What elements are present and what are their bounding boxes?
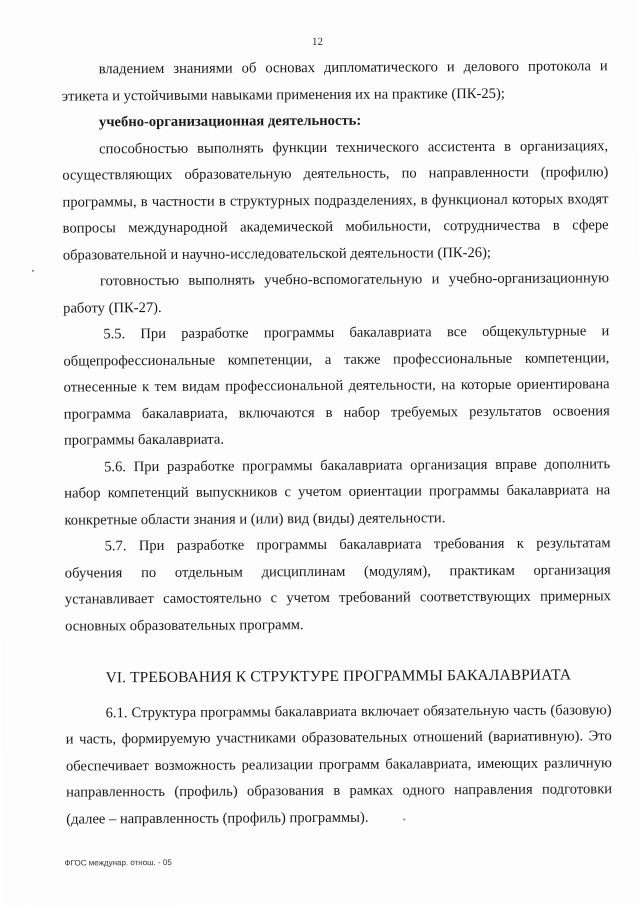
paragraph-pk26: способностью выполнять функции технического ассистента в организациях, осуществляющих образовательную деятельность, по направленности (профилю) программы, в частности в структурных подразделениях, в функционал которых входят вопросы международной академической мобильности, сотрудничества в сфере образовательной и научно-исследовательской деятельности (ПК-26); bbox=[62, 137, 609, 264]
clause-5-6: 5.6. При разработке программы бакалавриата организация вправе дополнить набор компетенций выпускников с учетом ориентации программы бакалавриата на конкретные области знания и (или) вид (виды) деятельности. bbox=[64, 455, 611, 529]
paragraph-pk27: готовностью выполнять учебно-вспомогательную и учебно-организационную работу (ПК-27). bbox=[63, 270, 610, 317]
clause-5-7: 5.7. При разработке программы бакалавриата требования к результатам обучения по отдельным дисциплинам (модулям), практикам организация устанавливает самостоятельно с учетом требований соответствующих примерных основных образовательных программ. bbox=[64, 535, 611, 635]
activity-type-heading: учебно-организационная деятельность: bbox=[98, 112, 362, 131]
paragraph-pk25: владением знаниями об основах дипломатического и делового протокола и этикета и устойчивыми навыками применения их на практике (ПК-25); bbox=[61, 58, 608, 105]
section-vi-heading: VI. ТРЕБОВАНИЯ К СТРУКТУРЕ ПРОГРАММЫ БАКАЛАВРИАТА bbox=[105, 666, 572, 687]
scan-speck bbox=[403, 818, 405, 820]
footer-mark: ФГОС междунар. отнош. - 05 bbox=[64, 857, 172, 868]
clause-5-5: 5.5. При разработке программы бакалавриата все общекультурные и общепрофессиональные компетенции, а также профессиональные компетенции, отнесенные к тем видам профессиональной деятельности, на которые ориентирована программа бакалавриата, включаются в набор требуемых результатов освоения программы бакалавриата. bbox=[63, 323, 610, 449]
scan-speck bbox=[32, 270, 34, 272]
page-number: 12 bbox=[311, 35, 324, 49]
document-body bbox=[62, 53, 613, 832]
clause-6-1: 6.1. Структура программы бакалавриата включает обязательную часть (базовую) и часть, формируемую участниками образовательных отношений (вариативную). Это обеспечивает возможность реализации программ бакалавриата, имеющих различную направленность (профиль) образования в рамках одного направления подготовки (далее – направленность (профиль) программы). bbox=[65, 701, 613, 828]
